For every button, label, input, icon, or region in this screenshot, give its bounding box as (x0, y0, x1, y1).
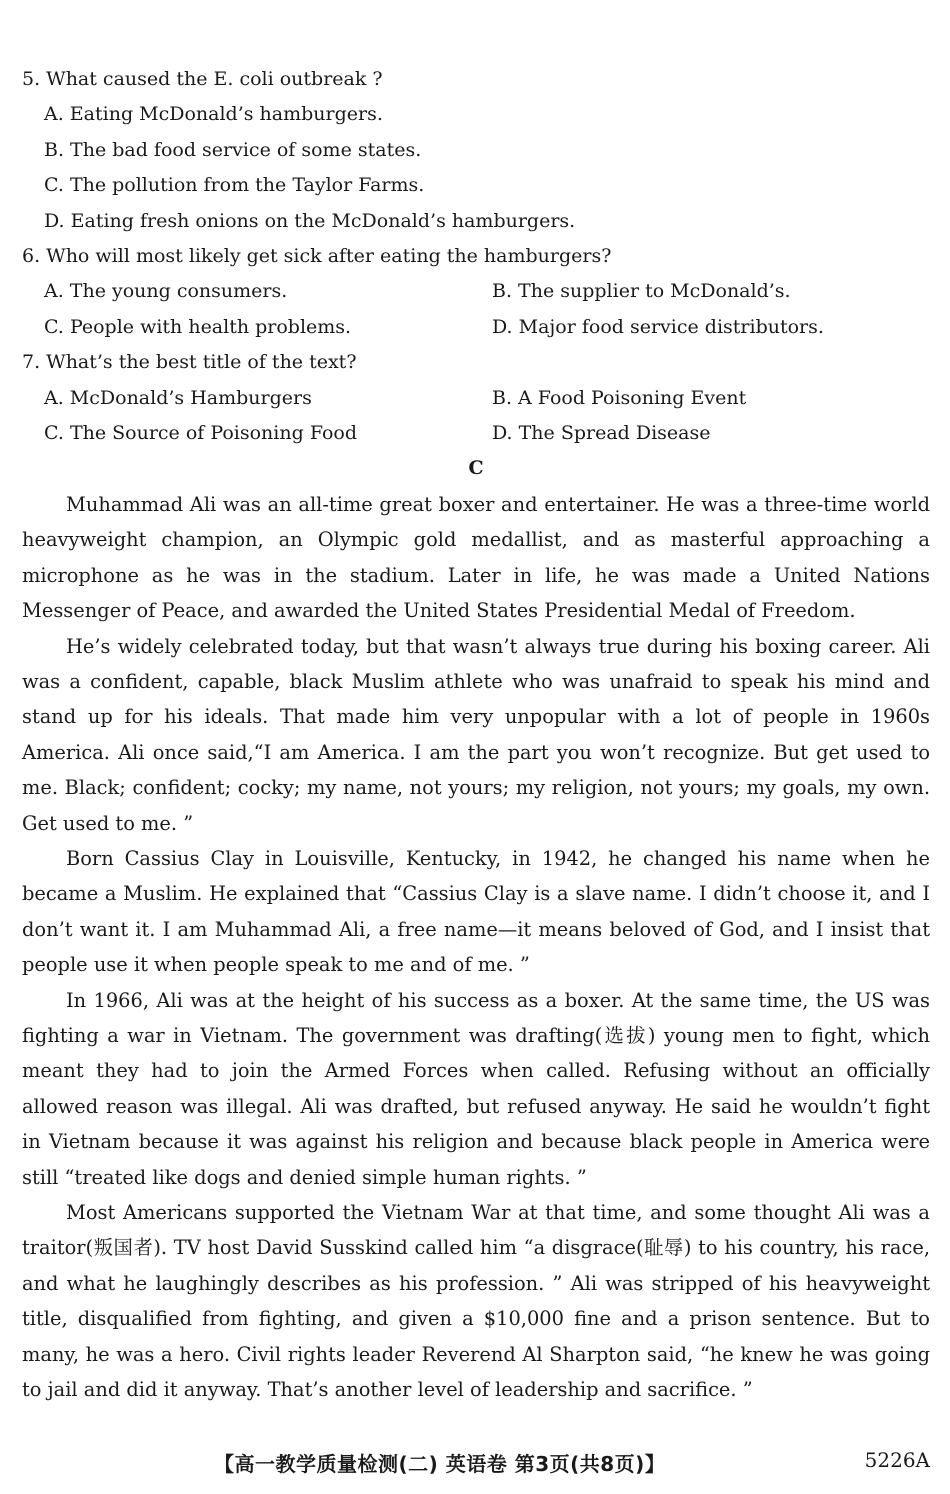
passage-paragraph: In 1966, Ali was at the height of his success as a boxer. At the same time, the US was fighting a war in Vietnam. The government was drafting(选拔) young men to fight, which meant they had to join the Armed Forces when called. Refusing without an officially allowed reason was illegal. Ali was drafted, but refused anyway. He said he wouldn’t fight in Vietnam because it was against his religion and because black people in America were still “treated like dogs and denied simple human rights. ” (22, 988, 930, 1189)
footer-label: 【高一教学质量检测(二) 英语卷 第3页(共8页)】 (214, 1452, 666, 1476)
question-7-stem: 7. What’s the best title of the text? (22, 351, 357, 374)
question-6-option-c: C. People with health problems. (44, 315, 352, 338)
question-7-option-c: C. The Source of Poisoning Food (44, 422, 357, 445)
question-7-options-row-1 (22, 381, 930, 416)
passage-paragraph: He’s widely celebrated today, but that wasn’t always true during his boxing career. Ali was a confident, capable, black Muslim athlete who was unafraid to speak his mind and stand up for his ideals. That made him very unpopular with a lot of people in 1960s America. Ali once said,“I am America. I am the part you won’t recognize. But get used to me. Black; confident; cocky; my name, not yours; my religion, not yours; my goals, my own. Get used to me. ” (22, 634, 930, 835)
section-heading: C (468, 457, 484, 480)
question-5-option-b: B. The bad food service of some states. (44, 138, 422, 161)
question-7-option-a: A. McDonald’s Hamburgers (44, 386, 312, 409)
question-7-option-d: D. The Spread Disease (492, 422, 711, 445)
question-7-options-row-2 (22, 416, 930, 451)
question-6-option-d: D. Major food service distributors. (492, 315, 824, 338)
passage-paragraph: Most Americans supported the Vietnam War at that time, and some thought Ali was a traitor(叛国者). TV host David Susskind called him “a disgrace(耻辱) to his country, his race, and what he laughingly describes as his profession. ” Ali was stripped of his heavyweight title, disqualified from fighting, and given a $10,000 fine and a prison sentence. But to many, he was a hero. Civil rights leader Reverend Al Sharpton said, “he knew he was going to jail and did it anyway. That’s another level of leadership and sacrifice. ” (22, 1201, 930, 1402)
question-7-option-b: B. A Food Poisoning Event (492, 386, 747, 409)
question-5-option-d: D. Eating fresh onions on the McDonald’s hamburgers. (44, 209, 576, 232)
passage-paragraph: Born Cassius Clay in Louisville, Kentucky, in 1942, he changed his name when he became a Muslim. He explained that “Cassius Clay is a slave name. I didn’t choose it, and I don’t want it. I am Muhammad Ali, a free name—it means beloved of God, and I insist that people use it when people speak to me and of me. ” (22, 846, 930, 977)
question-6-option-a: A. The young consumers. (44, 280, 288, 303)
page-content (22, 62, 930, 1407)
question-5-option-a: A. Eating McDonald’s hamburgers. (44, 103, 383, 126)
question-5-option-c: C. The pollution from the Taylor Farms. (44, 174, 425, 197)
question-6-options-row-2 (22, 310, 930, 345)
question-6-options-row-1 (22, 274, 930, 309)
question-5-stem: 5. What caused the E. coli outbreak ? (22, 68, 383, 90)
footer-code: 5226A (864, 1448, 930, 1472)
passage-paragraph: Muhammad Ali was an all-time great boxer and entertainer. He was a three-time world heavyweight champion, an Olympic gold medallist, and as masterful approaching a microphone as he was in the stadium. Later in life, he was made a United Nations Messenger of Peace, and awarded the United States Presidential Medal of Freedom. (22, 492, 930, 623)
question-6-option-b: B. The supplier to McDonald’s. (492, 280, 791, 303)
question-6-stem: 6. Who will most likely get sick after eating the hamburgers? (22, 245, 612, 268)
